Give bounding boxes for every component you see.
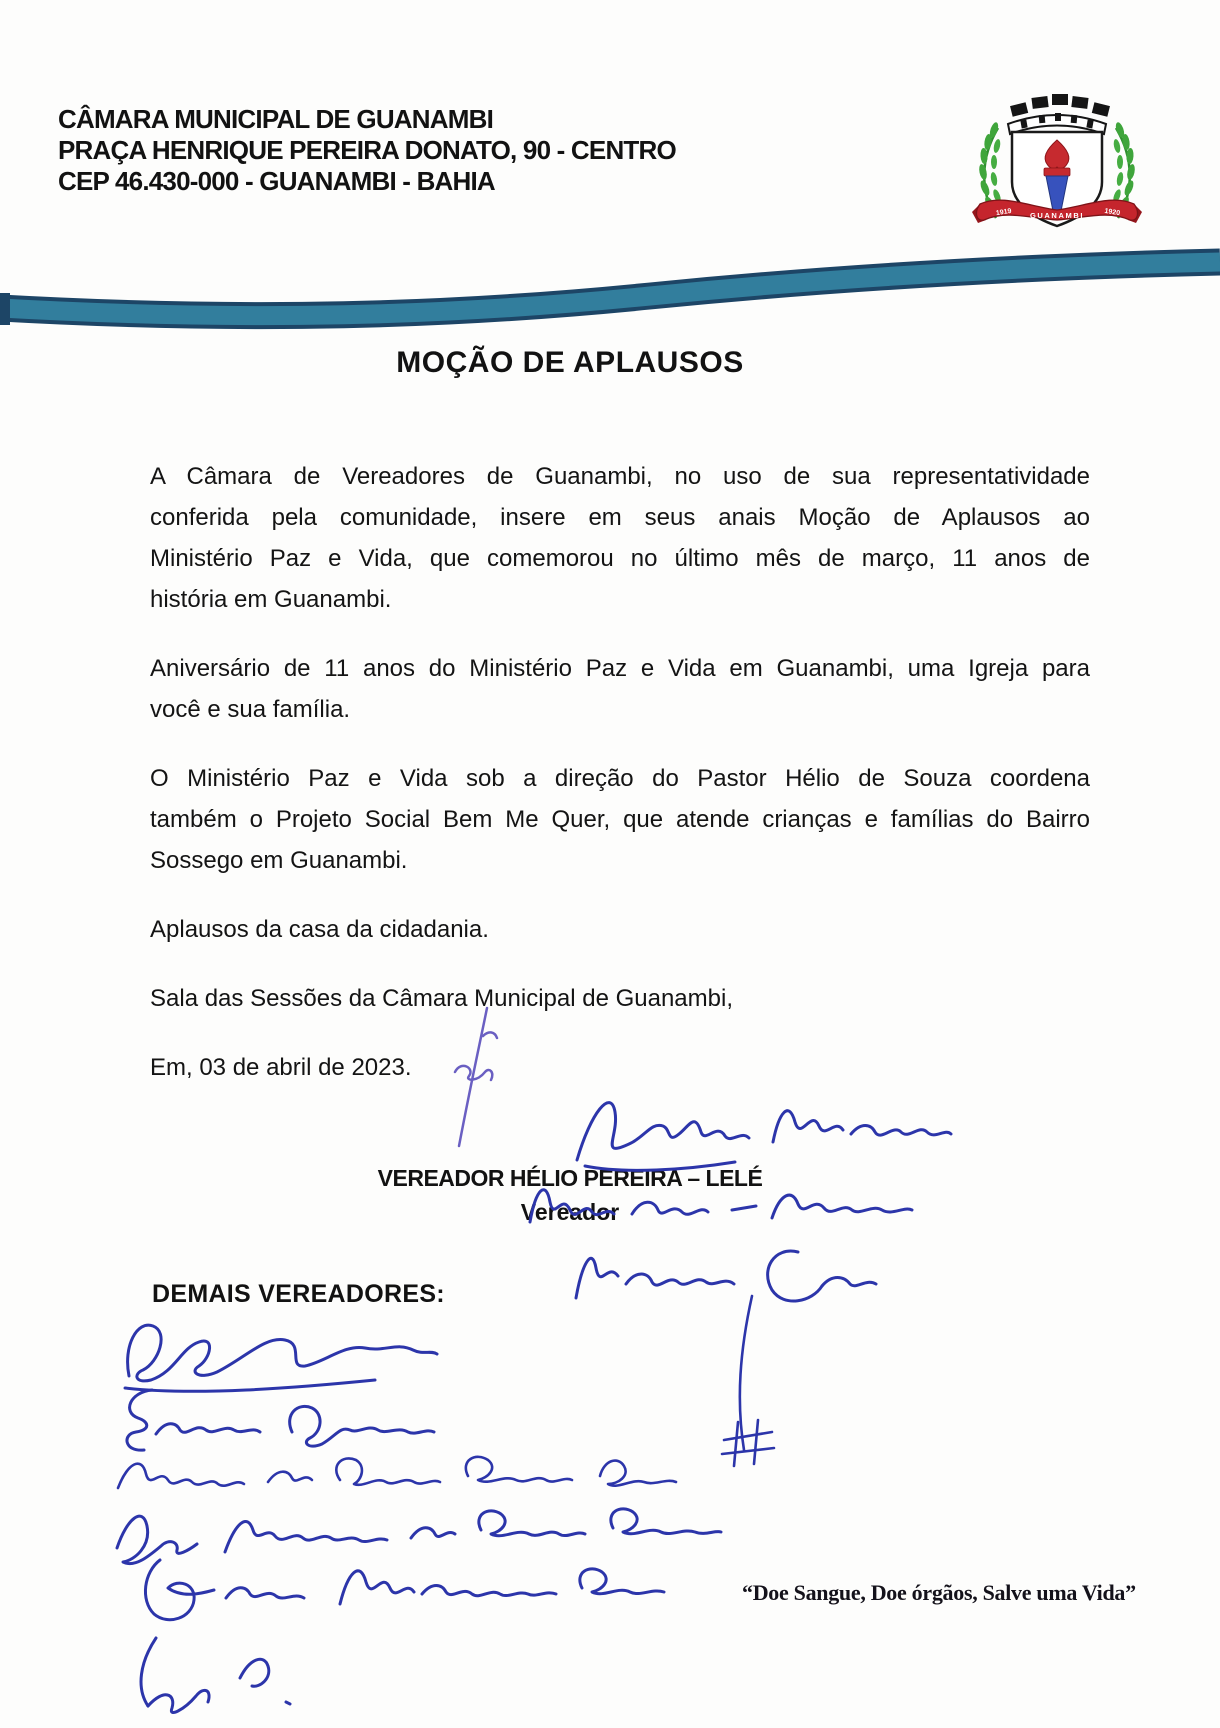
document-title: MOÇÃO DE APLAUSOS [396, 346, 744, 379]
letterhead [58, 104, 676, 197]
paragraph-line: Em, 03 de abril de 2023. [150, 1054, 412, 1081]
paragraph [150, 978, 1090, 1019]
letterhead-line-3: CEP 46.430-000 - GUANAMBI - BAHIA [58, 166, 495, 196]
paragraph-line: história em Guanambi. [150, 586, 392, 613]
paragraph [150, 758, 1090, 881]
paragraph-line: Sossego em Guanambi. [150, 847, 408, 874]
letterhead-line-2: PRAÇA HENRIQUE PEREIRA DONATO, 90 - CENTRO [58, 135, 676, 165]
ribbon-city-name: GUANAMBI [1029, 211, 1085, 220]
donation-quote: “Doe Sangue, Doe órgãos, Salve uma Vida” [742, 1580, 1136, 1605]
paragraph-line: Sala das Sessões da Câmara Municipal de Guanambi, [150, 985, 733, 1012]
paragraph-line: Aniversário de 11 anos do Ministério Paz e Vida em Guanambi, uma Igreja para [150, 655, 1090, 682]
paragraph [150, 909, 1090, 950]
ribbon-year-right: 1920 [1103, 207, 1121, 218]
signer-role: Vereador [520, 1199, 620, 1225]
paragraph [150, 456, 1090, 620]
paragraph-line: Aplausos da casa da cidadania. [150, 916, 489, 943]
other-councilors-label: DEMAIS VEREADORES: [152, 1280, 445, 1308]
paragraph-line: Ministério Paz e Vida, que comemorou no último mês de março, 11 anos de [150, 545, 1090, 572]
paragraph-line: conferida pela comunidade, insere em seus anais Moção de Aplausos ao [150, 504, 1090, 531]
paragraph-line: O Ministério Paz e Vida sob a direção do Pastor Hélio de Souza coordena [150, 765, 1090, 792]
signer-name: VEREADOR HÉLIO PEREIRA – LELÉ [377, 1165, 763, 1191]
decorative-band [0, 235, 1220, 345]
signature-final-flourish [120, 1618, 350, 1718]
body-paragraphs [150, 456, 1090, 1116]
signature-flourish-mark [700, 1290, 790, 1475]
ribbon-year-left: 1919 [995, 207, 1013, 218]
paragraph [150, 648, 1090, 730]
letterhead-line-1: CÂMARA MUNICIPAL DE GUANAMBI [58, 104, 493, 134]
paragraph-line: também o Projeto Social Bem Me Quer, que atende crianças e famílias do Bairro [150, 806, 1090, 833]
signature-helio-rubric [425, 1002, 525, 1152]
paragraph-line: A Câmara de Vereadores de Guanambi, no uso de sua representatividade [150, 463, 1090, 490]
mural-crown-icon [1008, 94, 1110, 134]
municipal-crest [966, 84, 1148, 236]
paragraph-line: você e sua família. [150, 696, 351, 723]
